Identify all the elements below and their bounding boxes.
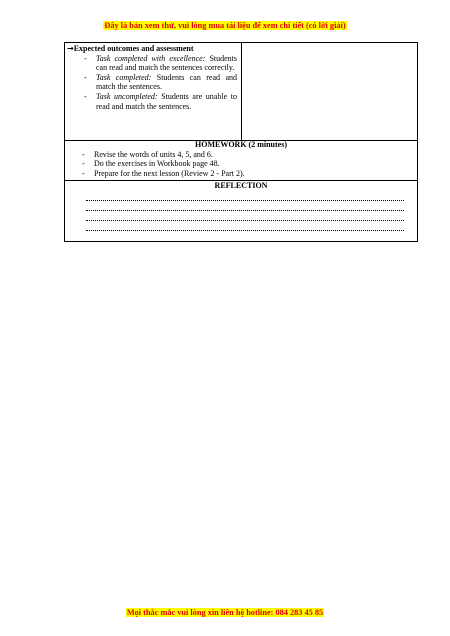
hotline-banner [0, 608, 450, 618]
list-item [65, 169, 417, 179]
outcome-text: Students are unable to read and match the sentences. [96, 91, 237, 111]
list-item [65, 159, 417, 169]
homework-row [65, 140, 417, 181]
outcomes-heading [67, 44, 237, 54]
outcomes-row [65, 43, 417, 141]
bullet-dash: - [84, 72, 87, 82]
dotted-line [86, 200, 404, 201]
arrow-icon: → [67, 44, 74, 53]
preview-banner [0, 21, 450, 31]
lesson-table [64, 42, 418, 242]
dotted-line [86, 210, 404, 211]
dotted-line [86, 220, 404, 221]
hotline-banner-text: Mọi thắc mắc vui lòng xin liên hệ hotline: 084 283 45 85 [126, 608, 324, 617]
outcome-text: Students can read and match the sentences. [96, 72, 237, 92]
homework-list [65, 150, 417, 179]
column-divider [241, 43, 242, 140]
outcome-label: Task completed: [96, 72, 152, 82]
homework-item: Do the exercises in Workbook page 48. [94, 159, 220, 169]
bullet-dash: - [84, 91, 87, 101]
reflection-title: REFLECTION [214, 181, 268, 190]
homework-item: Revise the words of units 4, 5, and 6. [94, 149, 213, 159]
list-item [67, 54, 237, 73]
bullet-dash: - [84, 53, 87, 63]
list-item [67, 92, 237, 111]
dotted-line [86, 230, 404, 231]
homework-title: HOMEWORK (2 minutes) [195, 140, 287, 149]
preview-banner-text: Đây là bản xem thử, vui lòng mua tài liệu để xem chi tiết (có lời giải) [104, 21, 346, 30]
list-item [67, 73, 237, 92]
list-item [65, 150, 417, 160]
outcomes-heading-text: Expected outcomes and assessment [73, 44, 194, 53]
outcome-label: Task completed with excellence: [96, 53, 206, 63]
reflection-row [65, 181, 417, 241]
outcomes-cell [67, 44, 237, 111]
bullet-dash: - [82, 149, 85, 159]
bullet-dash: - [82, 159, 85, 169]
bullet-dash: - [82, 168, 85, 178]
outcomes-list [67, 54, 237, 112]
homework-item: Prepare for the next lesson (Review 2 - Part 2). [94, 168, 245, 178]
outcome-text: Students can read and match the sentences correctly. [96, 53, 237, 73]
outcome-label: Task uncompleted: [96, 91, 158, 101]
